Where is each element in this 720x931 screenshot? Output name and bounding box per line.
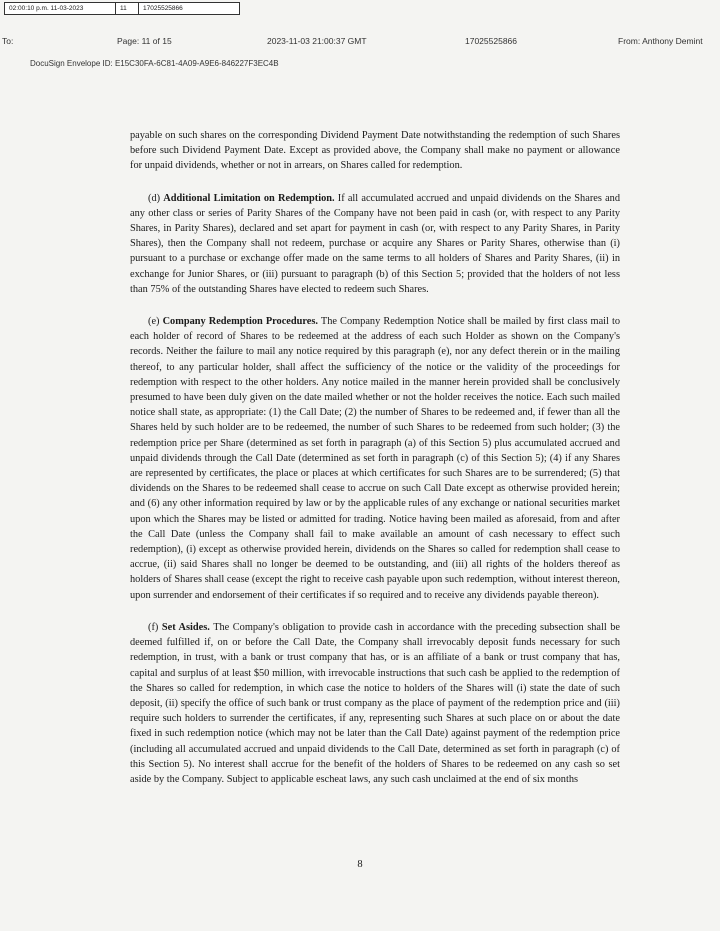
fax-stamp-number: 17025525866 (143, 5, 183, 12)
paragraph-e-heading: Company Redemption Procedures. (162, 316, 319, 328)
fax-datetime: 2023-11-03 21:00:37 GMT (267, 36, 367, 46)
docusign-envelope-id: DocuSign Envelope ID: E15C30FA-6C81-4A09-A9E6-846227F3EC4B (30, 59, 279, 68)
paragraph-f-heading: Set Asides. (161, 621, 210, 633)
paragraph-e (130, 314, 620, 603)
paragraph-d-text: If all accumulated accrued and unpaid dividends on the Shares and any other class or series of Parity Shares of the Company have not been paid in cash (or, with respect to any Parity Shares, in Parity Shares), declared and set apart for payment in cash (or, with respect to any Parity Shares, in Parity Shares), then the Company shall not redeem, purchase or acquire any Shares or Parity Shares, otherwise than (i) pursuant to a purchase or exchange offer made on the same terms to all holders of Shares and Parity Shares, (ii) in exchange for Junior Shares, or (iii) pursuant to paragraph (b) of this Section 5; provided that the holders of not less than 75% of the outstanding Shares have elected to redeem such Shares. (130, 192, 620, 295)
page-number: 8 (357, 859, 363, 870)
paragraph-f-text: The Company's obligation to provide cash in accordance with the preceding subsection shall be deemed fulfilled if, on or before the Call Date, the Company shall irrevocably deposit funds necessary for such redemption, in trust, with a bank or trust company that has, or is an affiliate of a bank or trust company that has, capital and surplus of at least $50 million, with irrevocable instructions that such cash be applied to the redemption of the Shares so called for redemption, in which case the notice to holders of the Shares will (i) state the date of such deposit, (ii) specify the office of such bank or trust company as the place of payment of the redemption price and (iii) require such holders to surrender the certificates, if any, representing such Shares at such place on or about the date fixed in such redemption notice (which may not be later than the Call Date) against payment of the redemption price (including all accumulated accrued and unpaid dividends to the Call Date, determined as set forth in paragraph (c) of this Section 5). No interest shall accrue for the benefit of the holders of Shares to be redeemed on any cash so set aside by the Company. Subject to applicable escheat laws, any such cash unclaimed at the end of six months (130, 621, 620, 785)
paragraph-d (130, 191, 620, 297)
paragraph-e-text: The Company Redemption Notice shall be mailed by first class mail to each holder of record of Shares to be redeemed at the address of each such Holder as shown on the Company's records. Neither the failure to mail any notice required by this paragraph (e), nor any defect therein or in the mailing thereof, to any particular holder, shall affect the sufficiency of the notice or the validity of the proceedings for redemption with respect to the other holders. Any notice mailed in the manner herein provided shall be conclusively presumed to have been duly given on the date mailed whether or not the holder receives the notice. Each such mailed notice shall state, as appropriate: (1) the Call Date; (2) the number of Shares to be redeemed and, if fewer than all the Shares held by such holder are to be redeemed, the number of such Shares to be redeemed from such holder; (3) the redemption price per Share (determined as set forth in paragraph (a) of this Section 5) plus accumulated accrued and unpaid dividends through the Call Date (determined as set forth in paragraph (c) of this Section 5); (4) if any Shares are represented by certificates, the place or places at which certificates for such Shares are to be surrendered; (5) that dividends on the Shares to be redeemed shall cease to accrue on such Call Date except as otherwise provided herein; and (6) any other information required by law or by the applicable rules of any exchange or national securities market upon which the Shares may be listed or admitted for trading. Notice having been mailed as aforesaid, from and after the Call Date (unless the Company shall fail to make available an amount of cash necessary to effect such redemption), (i) except as otherwise provided herein, dividends on the Shares so called for redemption shall cease to accrue, (ii) said Shares shall no longer be deemed to be outstanding, and (iii) all rights of the holders thereof as holders of Shares shall cease (except the right to receive cash payable upon such redemption, without interest thereon, upon surrender and endorsement of their certificates if so required and to receive any dividends payable thereon). (130, 316, 621, 601)
paragraph-intro: payable on such shares on the corresponding Dividend Payment Date notwithstanding the redemption of such Shares before such Dividend Payment Date. Except as provided above, the Company shall make no payment or allowance for unpaid dividends, whether or not in arrears, on Shares called for redemption. (130, 130, 620, 172)
fax-stamp-timestamp: 02:00:10 p.m. 11-03-2023 (5, 3, 116, 14)
fax-number: 17025525866 (465, 36, 518, 46)
paragraph-d-label: (d) (148, 192, 161, 204)
document-body (130, 128, 620, 804)
paragraph-f-label: (f) (148, 621, 159, 633)
fax-to: To: (2, 36, 14, 46)
paragraph-f (130, 620, 620, 787)
fax-from: From: Anthony Demint (618, 36, 703, 46)
fax-header (0, 36, 720, 48)
fax-stamp-page: 11 (116, 3, 139, 14)
paragraph-d-heading: Additional Limitation on Redemption. (163, 192, 335, 204)
paragraph-e-label: (e) (148, 316, 160, 328)
fax-page: Page: 11 of 15 (117, 36, 172, 46)
fax-stamp (4, 2, 240, 15)
